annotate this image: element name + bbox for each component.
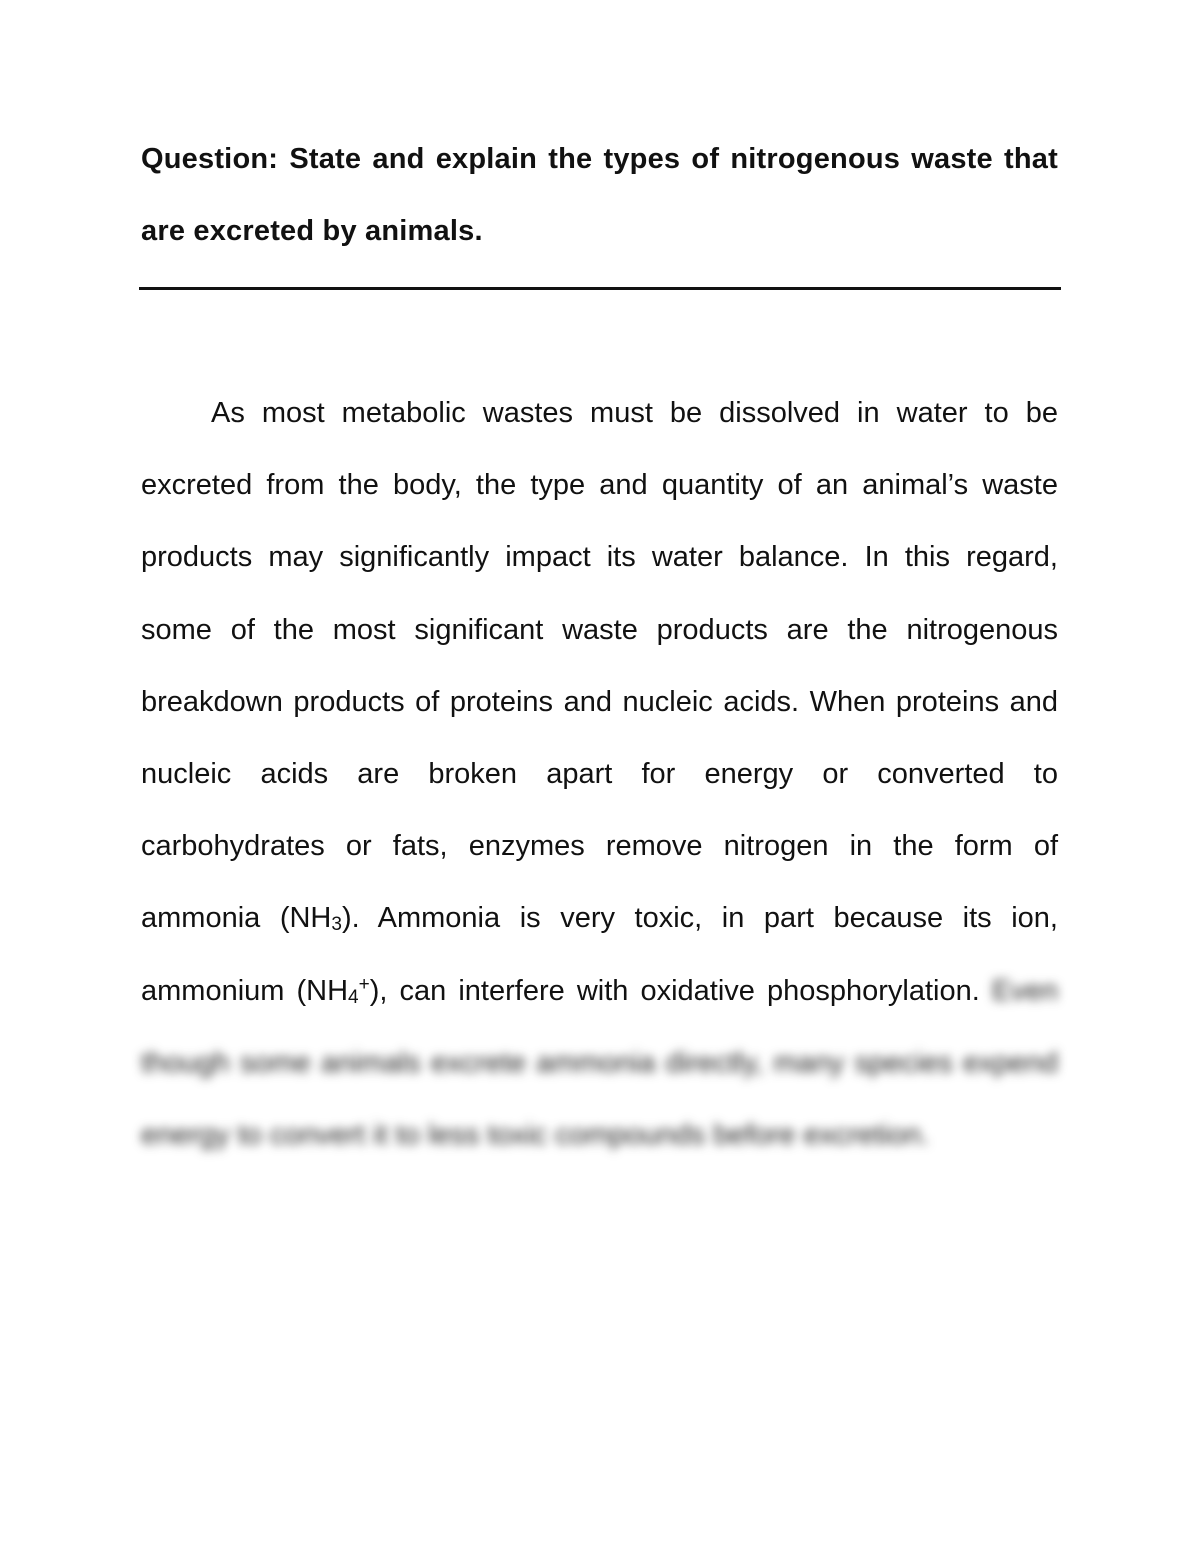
paragraph-text-mid: ). Ammonia is very toxic, in part because its ion, ammonium (NH	[141, 902, 1058, 1007]
question-text: State and explain the types of nitrogenous waste that are excreted by animals.	[141, 143, 1058, 247]
nh4-subscript: 4	[348, 986, 359, 1008]
question-heading	[141, 123, 1058, 267]
paragraph-text-intro: As most metabolic wastes must be dissolved in water to be excreted from the body, the type and quantity of an animal’s waste products may significantly impact its water balance. In this regard, some of the most significant waste products are the nitrogenous breakdown products of proteins and nucleic acids. When proteins and nucleic acids are broken apart for energy or converted to carbohydrates or fats, enzymes remove nitrogen in the form of ammonia (NH	[141, 397, 1058, 935]
question-label: Question:	[141, 143, 279, 175]
blurred-preview-text: Even though some animals excrete ammonia directly, many species expend energy to convert it to less toxic compounds before excretion.	[141, 974, 1058, 1152]
nh4-superscript: +	[358, 973, 370, 995]
nh3-subscript: 3	[331, 914, 342, 936]
answer-body	[141, 377, 1058, 1171]
answer-paragraph	[141, 377, 1058, 1171]
paragraph-text-after-ion: ), can interfere with oxidative phosphorylation.	[369, 974, 980, 1007]
horizontal-rule	[139, 287, 1061, 290]
